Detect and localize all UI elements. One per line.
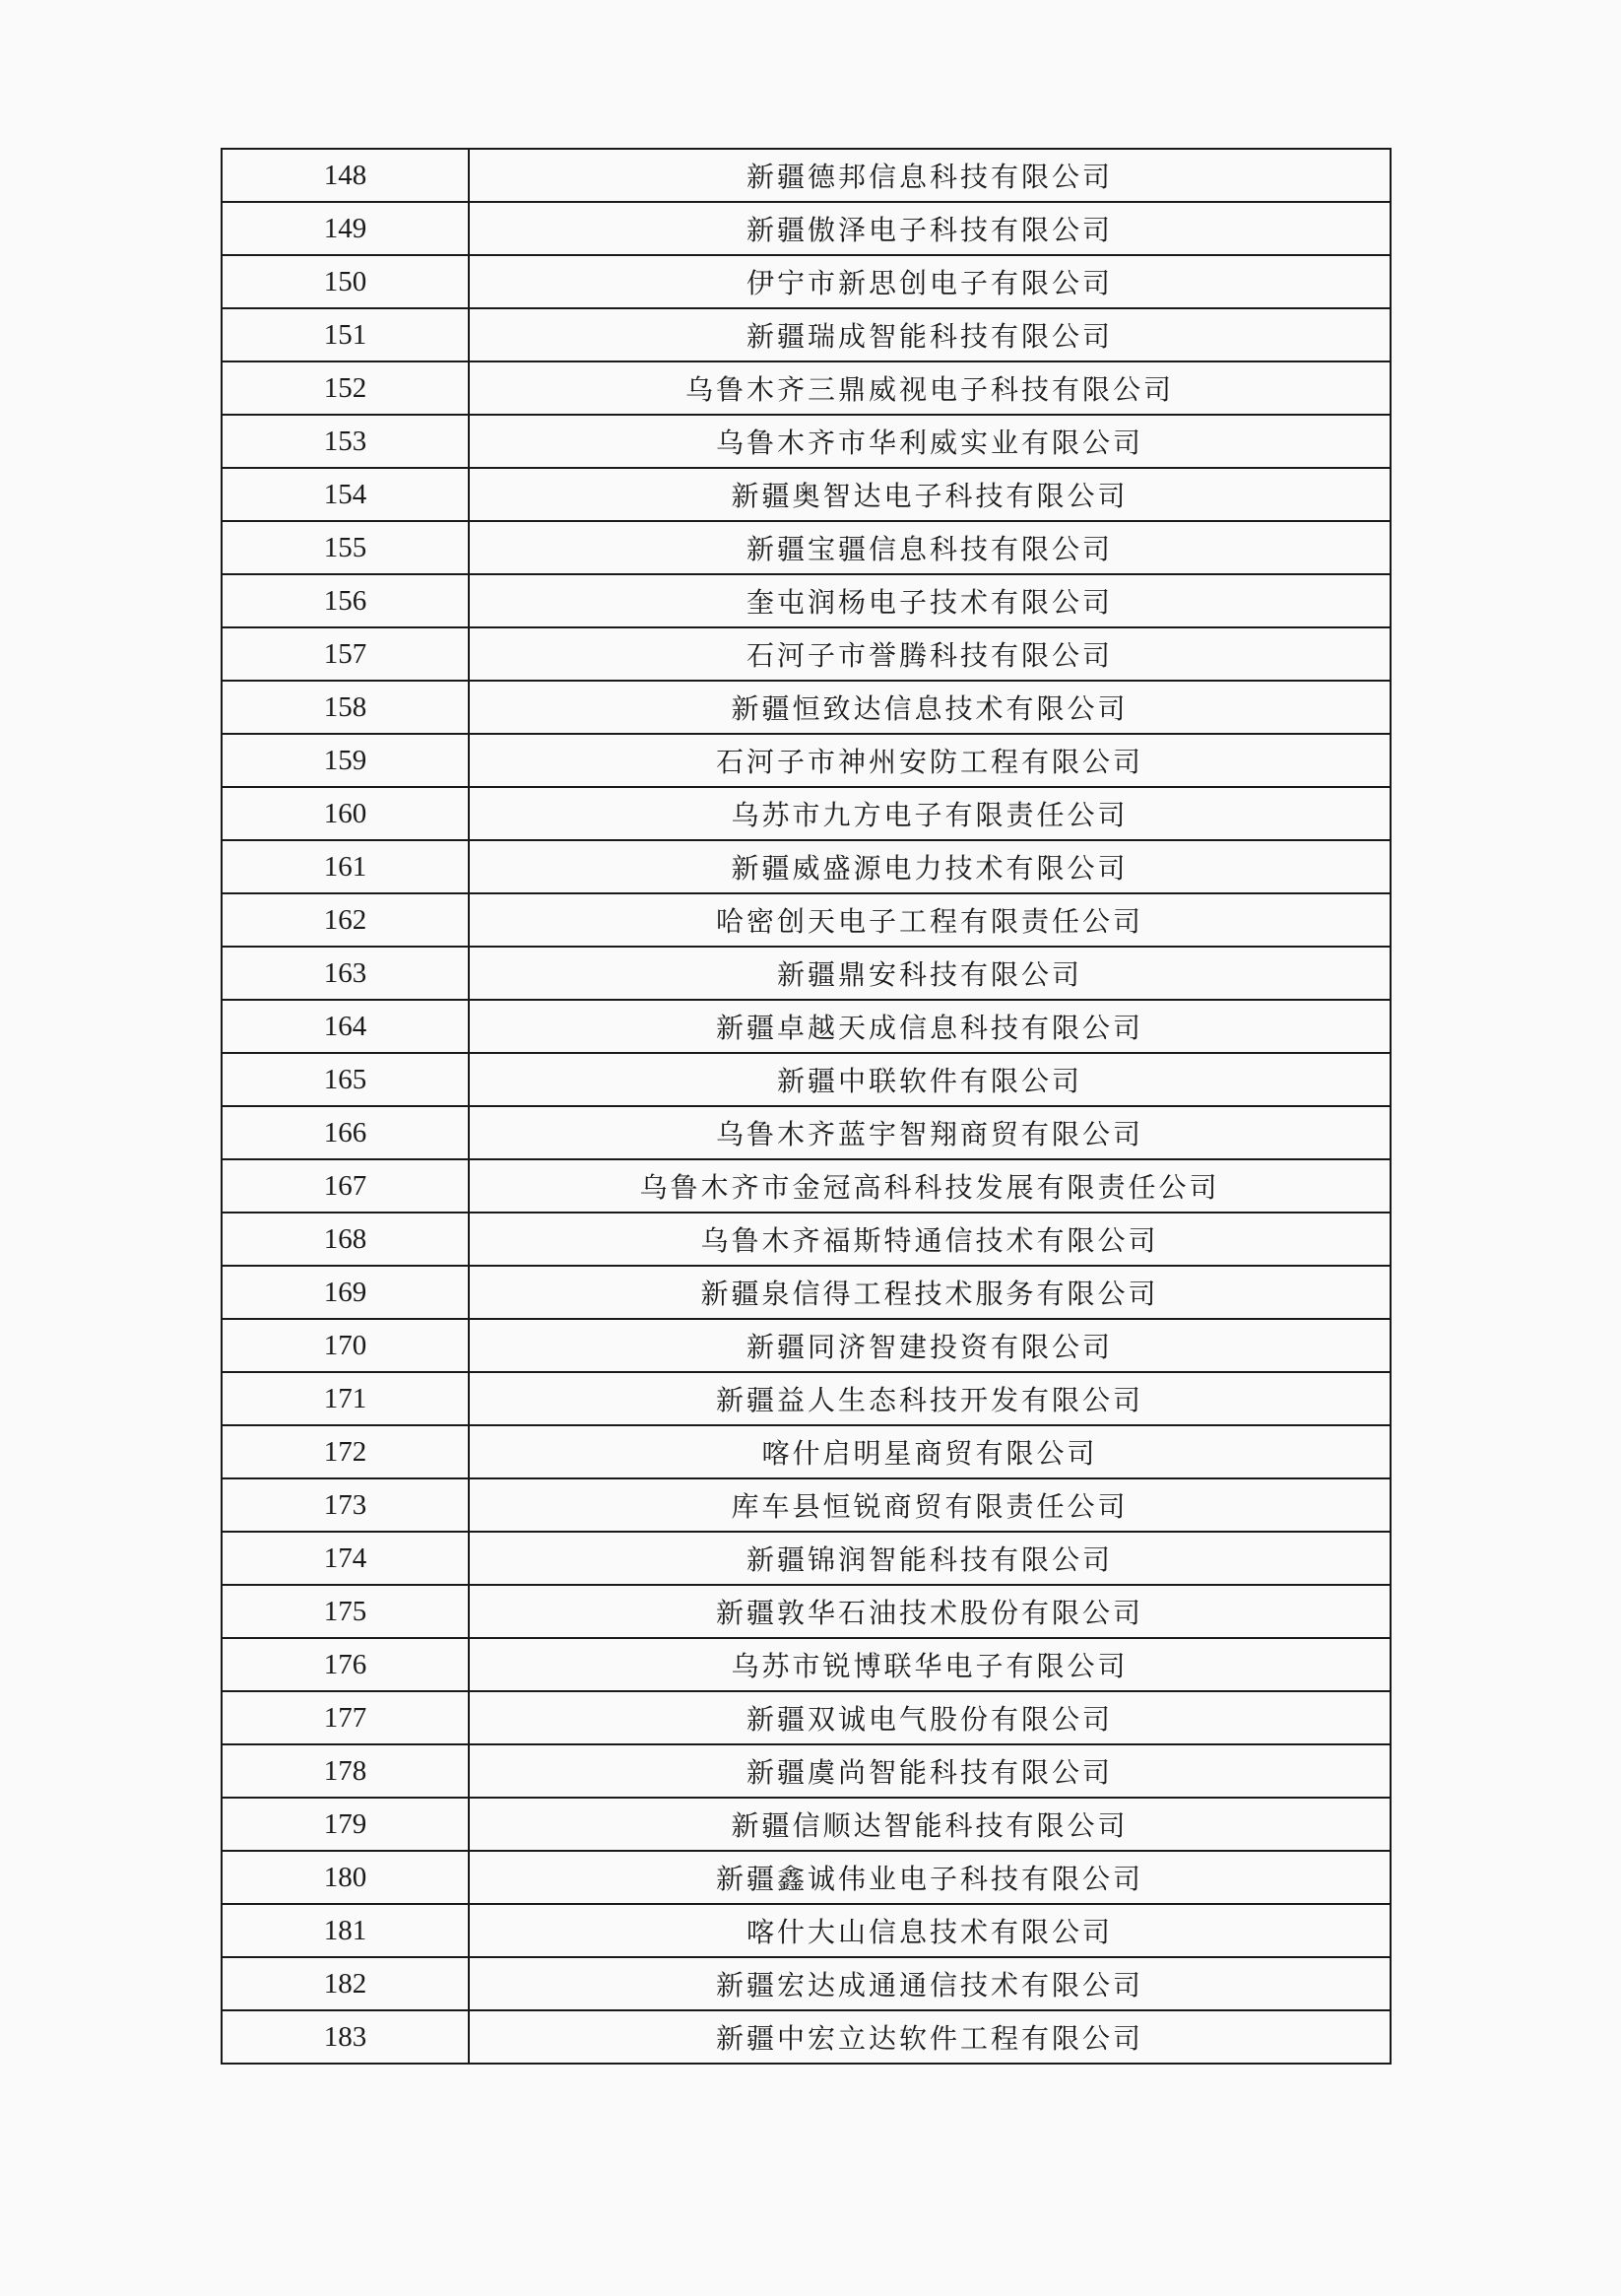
company-name-cell: 新疆宏达成通通信技术有限公司 [469,1957,1391,2010]
company-name-cell: 新疆益人生态科技开发有限公司 [469,1372,1391,1425]
row-number-cell: 173 [222,1478,469,1532]
company-name-cell: 新疆中宏立达软件工程有限公司 [469,2010,1391,2064]
row-number-cell: 148 [222,149,469,202]
row-number-cell: 156 [222,574,469,627]
table-row [222,521,1391,574]
company-name-cell: 伊宁市新思创电子有限公司 [469,255,1391,308]
company-name-cell: 新疆宝疆信息科技有限公司 [469,521,1391,574]
row-number-cell: 155 [222,521,469,574]
row-number-cell: 154 [222,468,469,521]
row-number-cell: 176 [222,1638,469,1691]
row-number-cell: 178 [222,1744,469,1798]
company-name-cell: 喀什启明星商贸有限公司 [469,1425,1391,1478]
table-row [222,1798,1391,1851]
table-row [222,468,1391,521]
table-row [222,840,1391,893]
row-number-cell: 180 [222,1851,469,1904]
row-number-cell: 153 [222,415,469,468]
table-row [222,893,1391,947]
table-row [222,1851,1391,1904]
company-name-cell: 新疆鼎安科技有限公司 [469,947,1391,1000]
company-name-cell: 新疆恒致达信息技术有限公司 [469,681,1391,734]
table-row [222,1744,1391,1798]
company-name-cell: 石河子市誉腾科技有限公司 [469,627,1391,681]
table-row [222,1957,1391,2010]
company-name-cell: 乌鲁木齐市华利威实业有限公司 [469,415,1391,468]
row-number-cell: 177 [222,1691,469,1744]
company-name-cell: 乌苏市锐博联华电子有限公司 [469,1638,1391,1691]
table-row [222,1532,1391,1585]
row-number-cell: 168 [222,1213,469,1266]
company-name-cell: 新疆威盛源电力技术有限公司 [469,840,1391,893]
company-name-cell: 乌鲁木齐市金冠高科科技发展有限责任公司 [469,1159,1391,1213]
row-number-cell: 163 [222,947,469,1000]
company-name-cell: 新疆泉信得工程技术服务有限公司 [469,1266,1391,1319]
company-name-cell: 新疆敦华石油技术股份有限公司 [469,1585,1391,1638]
row-number-cell: 158 [222,681,469,734]
company-list-table [221,148,1392,2065]
table-row [222,361,1391,415]
row-number-cell: 175 [222,1585,469,1638]
table-row [222,1159,1391,1213]
table-row [222,1266,1391,1319]
row-number-cell: 171 [222,1372,469,1425]
row-number-cell: 165 [222,1053,469,1106]
company-name-cell: 新疆奥智达电子科技有限公司 [469,468,1391,521]
company-name-cell: 新疆同济智建投资有限公司 [469,1319,1391,1372]
table-row [222,1053,1391,1106]
table-row [222,1106,1391,1159]
company-name-cell: 乌鲁木齐蓝宇智翔商贸有限公司 [469,1106,1391,1159]
row-number-cell: 161 [222,840,469,893]
company-name-cell: 新疆傲泽电子科技有限公司 [469,202,1391,255]
table-row [222,734,1391,787]
company-name-cell: 库车县恒锐商贸有限责任公司 [469,1478,1391,1532]
row-number-cell: 183 [222,2010,469,2064]
company-name-cell: 新疆中联软件有限公司 [469,1053,1391,1106]
company-name-cell: 乌苏市九方电子有限责任公司 [469,787,1391,840]
table-row [222,308,1391,361]
company-name-cell: 哈密创天电子工程有限责任公司 [469,893,1391,947]
row-number-cell: 172 [222,1425,469,1478]
company-name-cell: 新疆双诚电气股份有限公司 [469,1691,1391,1744]
row-number-cell: 164 [222,1000,469,1053]
company-name-cell: 新疆鑫诚伟业电子科技有限公司 [469,1851,1391,1904]
table-row [222,1000,1391,1053]
row-number-cell: 159 [222,734,469,787]
company-name-cell: 喀什大山信息技术有限公司 [469,1904,1391,1957]
row-number-cell: 169 [222,1266,469,1319]
table-row [222,1319,1391,1372]
company-name-cell: 新疆虞尚智能科技有限公司 [469,1744,1391,1798]
row-number-cell: 181 [222,1904,469,1957]
table-body [222,149,1391,2064]
table-row [222,947,1391,1000]
row-number-cell: 151 [222,308,469,361]
table-row [222,1478,1391,1532]
company-name-cell: 新疆德邦信息科技有限公司 [469,149,1391,202]
company-name-cell: 新疆瑞成智能科技有限公司 [469,308,1391,361]
row-number-cell: 149 [222,202,469,255]
row-number-cell: 162 [222,893,469,947]
table-row [222,1691,1391,1744]
table-row [222,1585,1391,1638]
table-row [222,255,1391,308]
table-row [222,681,1391,734]
table-row [222,415,1391,468]
row-number-cell: 182 [222,1957,469,2010]
table-row [222,1904,1391,1957]
table-row [222,1638,1391,1691]
table-row [222,1372,1391,1425]
row-number-cell: 170 [222,1319,469,1372]
row-number-cell: 160 [222,787,469,840]
row-number-cell: 174 [222,1532,469,1585]
row-number-cell: 152 [222,361,469,415]
table-row [222,787,1391,840]
table-row [222,149,1391,202]
row-number-cell: 166 [222,1106,469,1159]
table-row [222,202,1391,255]
table-row [222,2010,1391,2064]
row-number-cell: 179 [222,1798,469,1851]
row-number-cell: 157 [222,627,469,681]
table-row [222,574,1391,627]
table-row [222,627,1391,681]
company-name-cell: 新疆卓越天成信息科技有限公司 [469,1000,1391,1053]
company-name-cell: 奎屯润杨电子技术有限公司 [469,574,1391,627]
company-name-cell: 新疆锦润智能科技有限公司 [469,1532,1391,1585]
row-number-cell: 167 [222,1159,469,1213]
company-name-cell: 新疆信顺达智能科技有限公司 [469,1798,1391,1851]
company-name-cell: 乌鲁木齐三鼎威视电子科技有限公司 [469,361,1391,415]
table-row [222,1213,1391,1266]
row-number-cell: 150 [222,255,469,308]
company-name-cell: 乌鲁木齐福斯特通信技术有限公司 [469,1213,1391,1266]
company-name-cell: 石河子市神州安防工程有限公司 [469,734,1391,787]
table-row [222,1425,1391,1478]
